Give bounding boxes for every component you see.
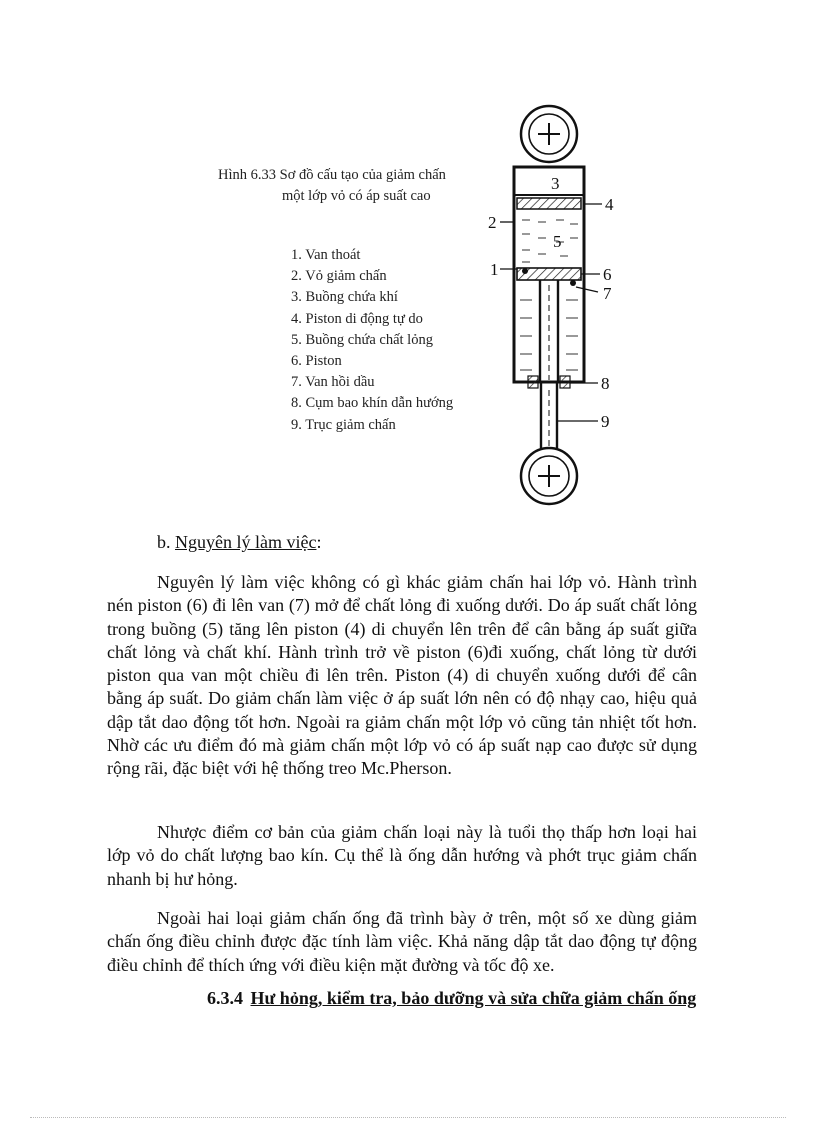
section-heading: [207, 986, 696, 1010]
legend-item: 2. Vỏ giảm chấn: [291, 268, 387, 285]
top-mount-eye: [521, 106, 577, 162]
section-number: 6.3.4: [207, 988, 243, 1008]
floating-piston: [517, 198, 581, 209]
part-label-1: 1: [490, 260, 499, 279]
legend-item: 7. Van hồi dầu: [291, 374, 375, 391]
bottom-mount-eye: [521, 448, 577, 504]
legend-item: 8. Cụm bao khín dẫn hướng: [291, 395, 454, 412]
legend-item: 6. Piston: [291, 352, 342, 369]
subheading-title: Nguyên lý làm việc: [175, 532, 317, 552]
part-label-8: 8: [601, 374, 610, 393]
figure-caption-line2: một lớp vỏ có áp suất cao: [282, 188, 431, 204]
part-label-6: 6: [603, 265, 612, 284]
subheading-prefix: b.: [157, 532, 171, 552]
part-label-7: 7: [603, 284, 612, 303]
paragraph-working-principle: Nguyên lý làm việc không có gì khác giảm chấn hai lớp vỏ. Hành trình nén piston (6) đi lên van (7) mở để chất lỏng đi xuống dưới. Do áp suất chất lỏng trong buồng (5) tăng lên piston (4) di chuyển lên trên để cân bằng áp suất giữa chất lỏng và chất khí. Hành trình trở về piston (6)đi xuống, chất lỏng từ dưới piston qua van một chiều đi lên trên. Piston (4) di chuyển xuống dưới để cân bằng áp suất. Do giảm chấn làm việc ở áp suất lớn nên có độ nhạy cao, hiệu quả dập tắt dao động tốt hơn. Ngoài ra giảm chấn một lớp vỏ cũng tản nhiệt tốt hơn. Nhờ các ưu điểm đó mà giảm chấn một lớp vỏ có áp suất nạp cao được sử dụng rộng rãi, đặc biệt với hệ thống treo Mc.Pherson.: [107, 572, 697, 779]
part-label-4: 4: [605, 195, 614, 214]
seal-guide-right: [560, 376, 570, 388]
figure-caption-line1: Hình 6.33 Sơ đồ cấu tạo của giảm chấn: [218, 167, 446, 183]
section-title: Hư hỏng, kiểm tra, bảo dưỡng và sửa chữa giảm chấn ống: [250, 988, 697, 1008]
subheading-suffix: :: [316, 532, 322, 552]
part-label-2: 2: [488, 213, 497, 232]
legend-item: 1. Van thoát: [291, 247, 361, 263]
legend-item: 5. Buồng chứa chất lỏng: [291, 331, 433, 348]
legend-item: 4. Piston di động tự do: [291, 310, 423, 327]
part-label-5: 5: [553, 232, 562, 251]
paragraph-disadvantages: Nhược điểm cơ bản của giảm chấn loại này là tuổi thọ thấp hơn loại hai lớp vỏ do chất lượng bao kín. Cụ thể là ống dẫn hướng và phớt trục giảm chấn nhanh bị hư hỏng.: [107, 822, 697, 889]
shock-absorber-diagram: [480, 100, 630, 510]
figure-legend: [291, 245, 453, 436]
legend-item: 9. Trục giảm chấn: [291, 416, 396, 433]
subheading-b: [157, 530, 321, 554]
part-label-9: 9: [601, 412, 610, 431]
paragraph-adjustable-dampers: Ngoài hai loại giảm chấn ống đã trình bày ở trên, một số xe dùng giảm chấn ống điều chỉnh được đặc tính làm việc. Khả năng dập tắt dao động tự động điều chỉnh để thích ứng với điều kiện mặt đường và tốc độ xe.: [107, 908, 697, 975]
legend-item: 3. Buồng chứa khí: [291, 289, 398, 306]
seal-guide-left: [528, 376, 538, 388]
page-bottom-rule: [30, 1117, 786, 1118]
part-label-3: 3: [551, 174, 560, 193]
